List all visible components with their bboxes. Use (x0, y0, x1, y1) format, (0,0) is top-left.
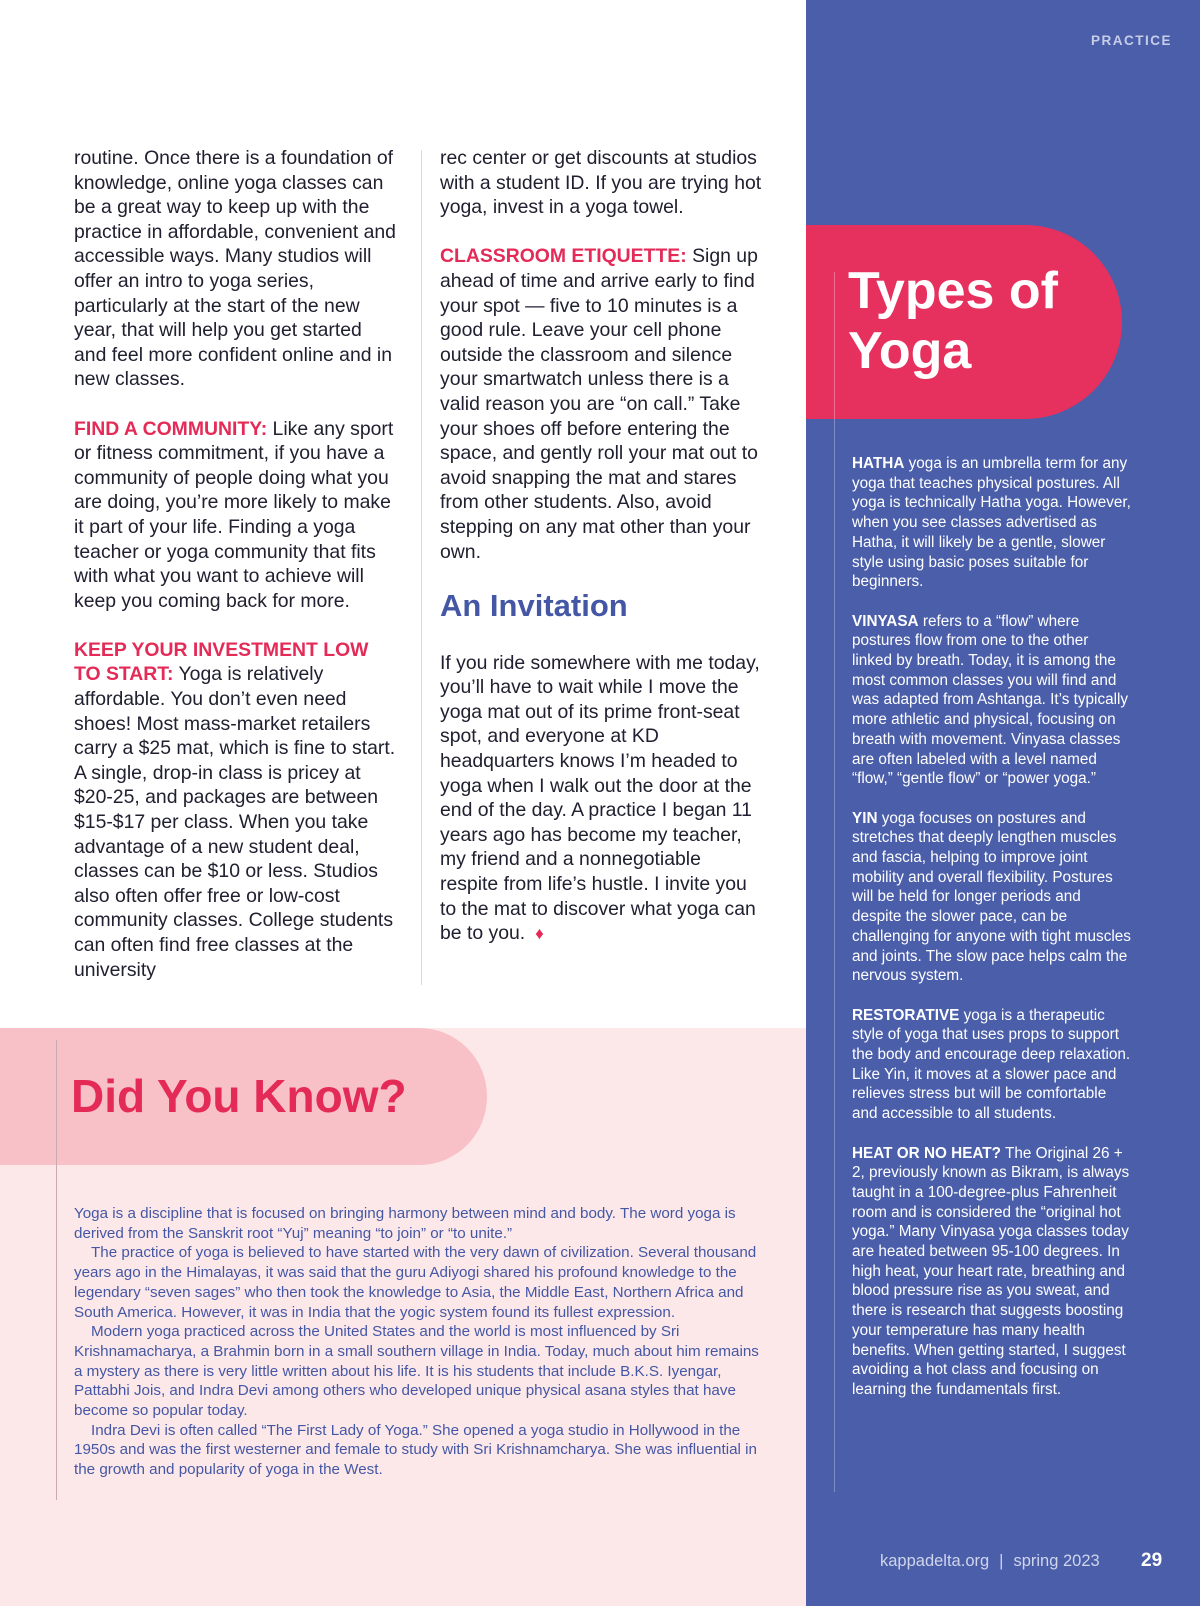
left-intro-paragraph: routine. Once there is a foundation of knowledge, online yoga classes can be a great way to keep up with the practice in affordable, convenient and accessible ways. Many studios will offer an intro to yoga series, particularly at the start of the new year, that will help you get started and feel more confident online and in new classes. (74, 147, 396, 391)
type-item-hatha (852, 454, 1132, 592)
dyk-paragraph: The practice of yoga is believed to have started with the very dawn of civilization. Several thousand years ago in the Himalayas, it was said that the guru Adiyogi shared his profound knowledge to the legendary “seven sages” who then took the knowledge to Asia, the Middle East, Northern Africa and South America. However, it was in India that the yogic system found its fullest expression. (74, 1244, 757, 1321)
left-column (74, 146, 396, 982)
etiquette-heading: CLASSROOM ETIQUETTE: (440, 245, 687, 268)
invitation-text: If you ride somewhere with me today, you’ll have to wait while I move the yoga mat out of its prime front-seat spot, and everyone at KD headquarters knows I’m headed to yoga when I walk out the door at the end of the day. A practice I began 11 years ago has become my teacher, my friend and a nonnegotiable respite from life’s hustle. I invite you to the mat to discover what yoga can be to you. (440, 651, 760, 945)
middle-column (440, 146, 762, 947)
section-label: PRACTICE (1090, 33, 1172, 48)
types-list (852, 454, 1132, 1419)
footer-site: kappadelta.org (880, 1552, 990, 1570)
footer-issue: spring 2023 (1013, 1552, 1100, 1570)
sidebar-rule (834, 272, 835, 1492)
type-name: HEAT OR NO HEAT? (852, 1144, 1001, 1162)
types-title-line1: Types of (848, 262, 1058, 320)
dyk-paragraph: Indra Devi is often called “The First Lady of Yoga.” She opened a yoga studio in Hollywood in the 1950s and was the first westerner and female to study with Sri Krishnamcharya. She was influential in the growth and popularity of yoga in the West. (74, 1421, 757, 1479)
type-name: VINYASA (852, 612, 919, 630)
type-description: refers to a “flow” where postures flow from one to the other linked by breath. Today, it is among the most common classes you will find and was adapted from Ashtanga. It’s typically more athletic and physical, focusing on breath with movement. Vinyasa classes are often labeled with a level named “flow,” “gentle flow” or “power yoga.” (852, 612, 1129, 788)
column-divider (421, 150, 422, 985)
type-name: YIN (852, 809, 878, 827)
find-community-paragraph (74, 417, 396, 614)
did-you-know-text (74, 1204, 762, 1480)
footer-separator: | (999, 1552, 1004, 1570)
type-name: HATHA (852, 455, 905, 472)
types-title-line2: Yoga (848, 322, 972, 380)
did-you-know-rule (56, 1040, 57, 1500)
dyk-paragraph: Yoga is a discipline that is focused on bringing harmony between mind and body. The word yoga is derived from the Sanskrit root “Yuj” meaning “to join” or “to unite.” (74, 1205, 736, 1242)
did-you-know-title: Did You Know? (71, 1070, 407, 1122)
types-title (848, 261, 1058, 381)
type-item-heat (852, 1144, 1132, 1400)
type-item-yin (852, 809, 1132, 986)
invitation-title: An Invitation (440, 587, 628, 623)
dyk-paragraph: Modern yoga practiced across the United States and the world is most influenced by Sri Krishnamacharya, a Brahmin born in a small southern village in India. Today, much about him remains a mystery as there is very little written about his life. It is his students that include B.K.S. Iyengar, Pattabhi Jois, and Indra Devi among others who developed unique physical asana styles that have become so popular today. (74, 1323, 759, 1420)
end-mark-icon: ♦ (535, 924, 544, 944)
investment-heading: KEEP YOUR INVESTMENT LOW TO START: (74, 638, 369, 686)
type-description: yoga is a therapeutic style of yoga that uses props to support the body and encourage deep relaxation. Like Yin, it moves at a slower pace and relieves stress but will be comfortable and accessible to all students. (852, 1006, 1131, 1123)
page-number: 29 (1141, 1550, 1163, 1571)
find-community-text: Like any sport or fitness commitment, if you have a community of people doing what you are doing, you’re more likely to make it part of your life. Finding a yoga teacher or yoga community that fits with what you want to achieve will keep you coming back for more. (74, 417, 394, 612)
middle-intro-paragraph: rec center or get discounts at studios with a student ID. If you are trying hot yoga, invest in a yoga towel. (440, 147, 762, 219)
type-description: The Original 26 + 2, previously known as Bikram, is always taught in a 100-degree-plus Fahrenheit room and is considered the “original hot yoga.” Many Vinyasa yoga classes today are heated between 95-100 degrees. In high heat, your heart rate, breathing and blood pressure rise as you sweat, and there is research that suggests boosting your temperature has many health benefits. When getting started, I suggest avoiding a hot class and focusing on learning the fundamentals first. (852, 1144, 1130, 1398)
footer (880, 1552, 1100, 1571)
etiquette-paragraph (440, 244, 762, 564)
investment-paragraph (74, 638, 396, 982)
type-name: RESTORATIVE (852, 1006, 960, 1024)
type-description: yoga focuses on postures and stretches that deeply lengthen muscles and fascia, helping to improve joint mobility and overall flexibility. Postures will be held for longer periods and despite the slower pace, can be challenging for anyone with tight muscles and joints. The slow pace helps calm the nervous system. (852, 809, 1131, 985)
type-item-vinyasa (852, 612, 1132, 789)
investment-text: Yoga is relatively affordable. You don’t even need shoes! Most mass-market retailers carry a $25 mat, which is fine to start. A single, drop-in class is pricey at $20-25, and packages are between $15-$17 per class. When you take advantage of a new student deal, classes can be $10 or less. Studios also often offer free or low-cost community classes. College students can often find free classes at the university (74, 663, 396, 981)
etiquette-text: Sign up ahead of time and arrive early to find your spot — five to 10 minutes is a good rule. Leave your cell phone outside the classroom and silence your smartwatch unless there is a valid reason you are “on call.” Take your shoes off before entering the space, and gently roll your mat out to avoid snapping the mat and stares from other students. Also, avoid stepping on any mat other than your own. (440, 245, 758, 563)
type-description: yoga is an umbrella term for any yoga that teaches physical postures. All yoga is technically Hatha yoga. However, when you see classes advertised as Hatha, it will likely be a gentle, slower style using basic poses suitable for beginners. (852, 455, 1131, 591)
type-item-restorative (852, 1006, 1132, 1124)
find-community-heading: FIND A COMMUNITY: (74, 417, 268, 440)
invitation-paragraph (440, 651, 762, 947)
